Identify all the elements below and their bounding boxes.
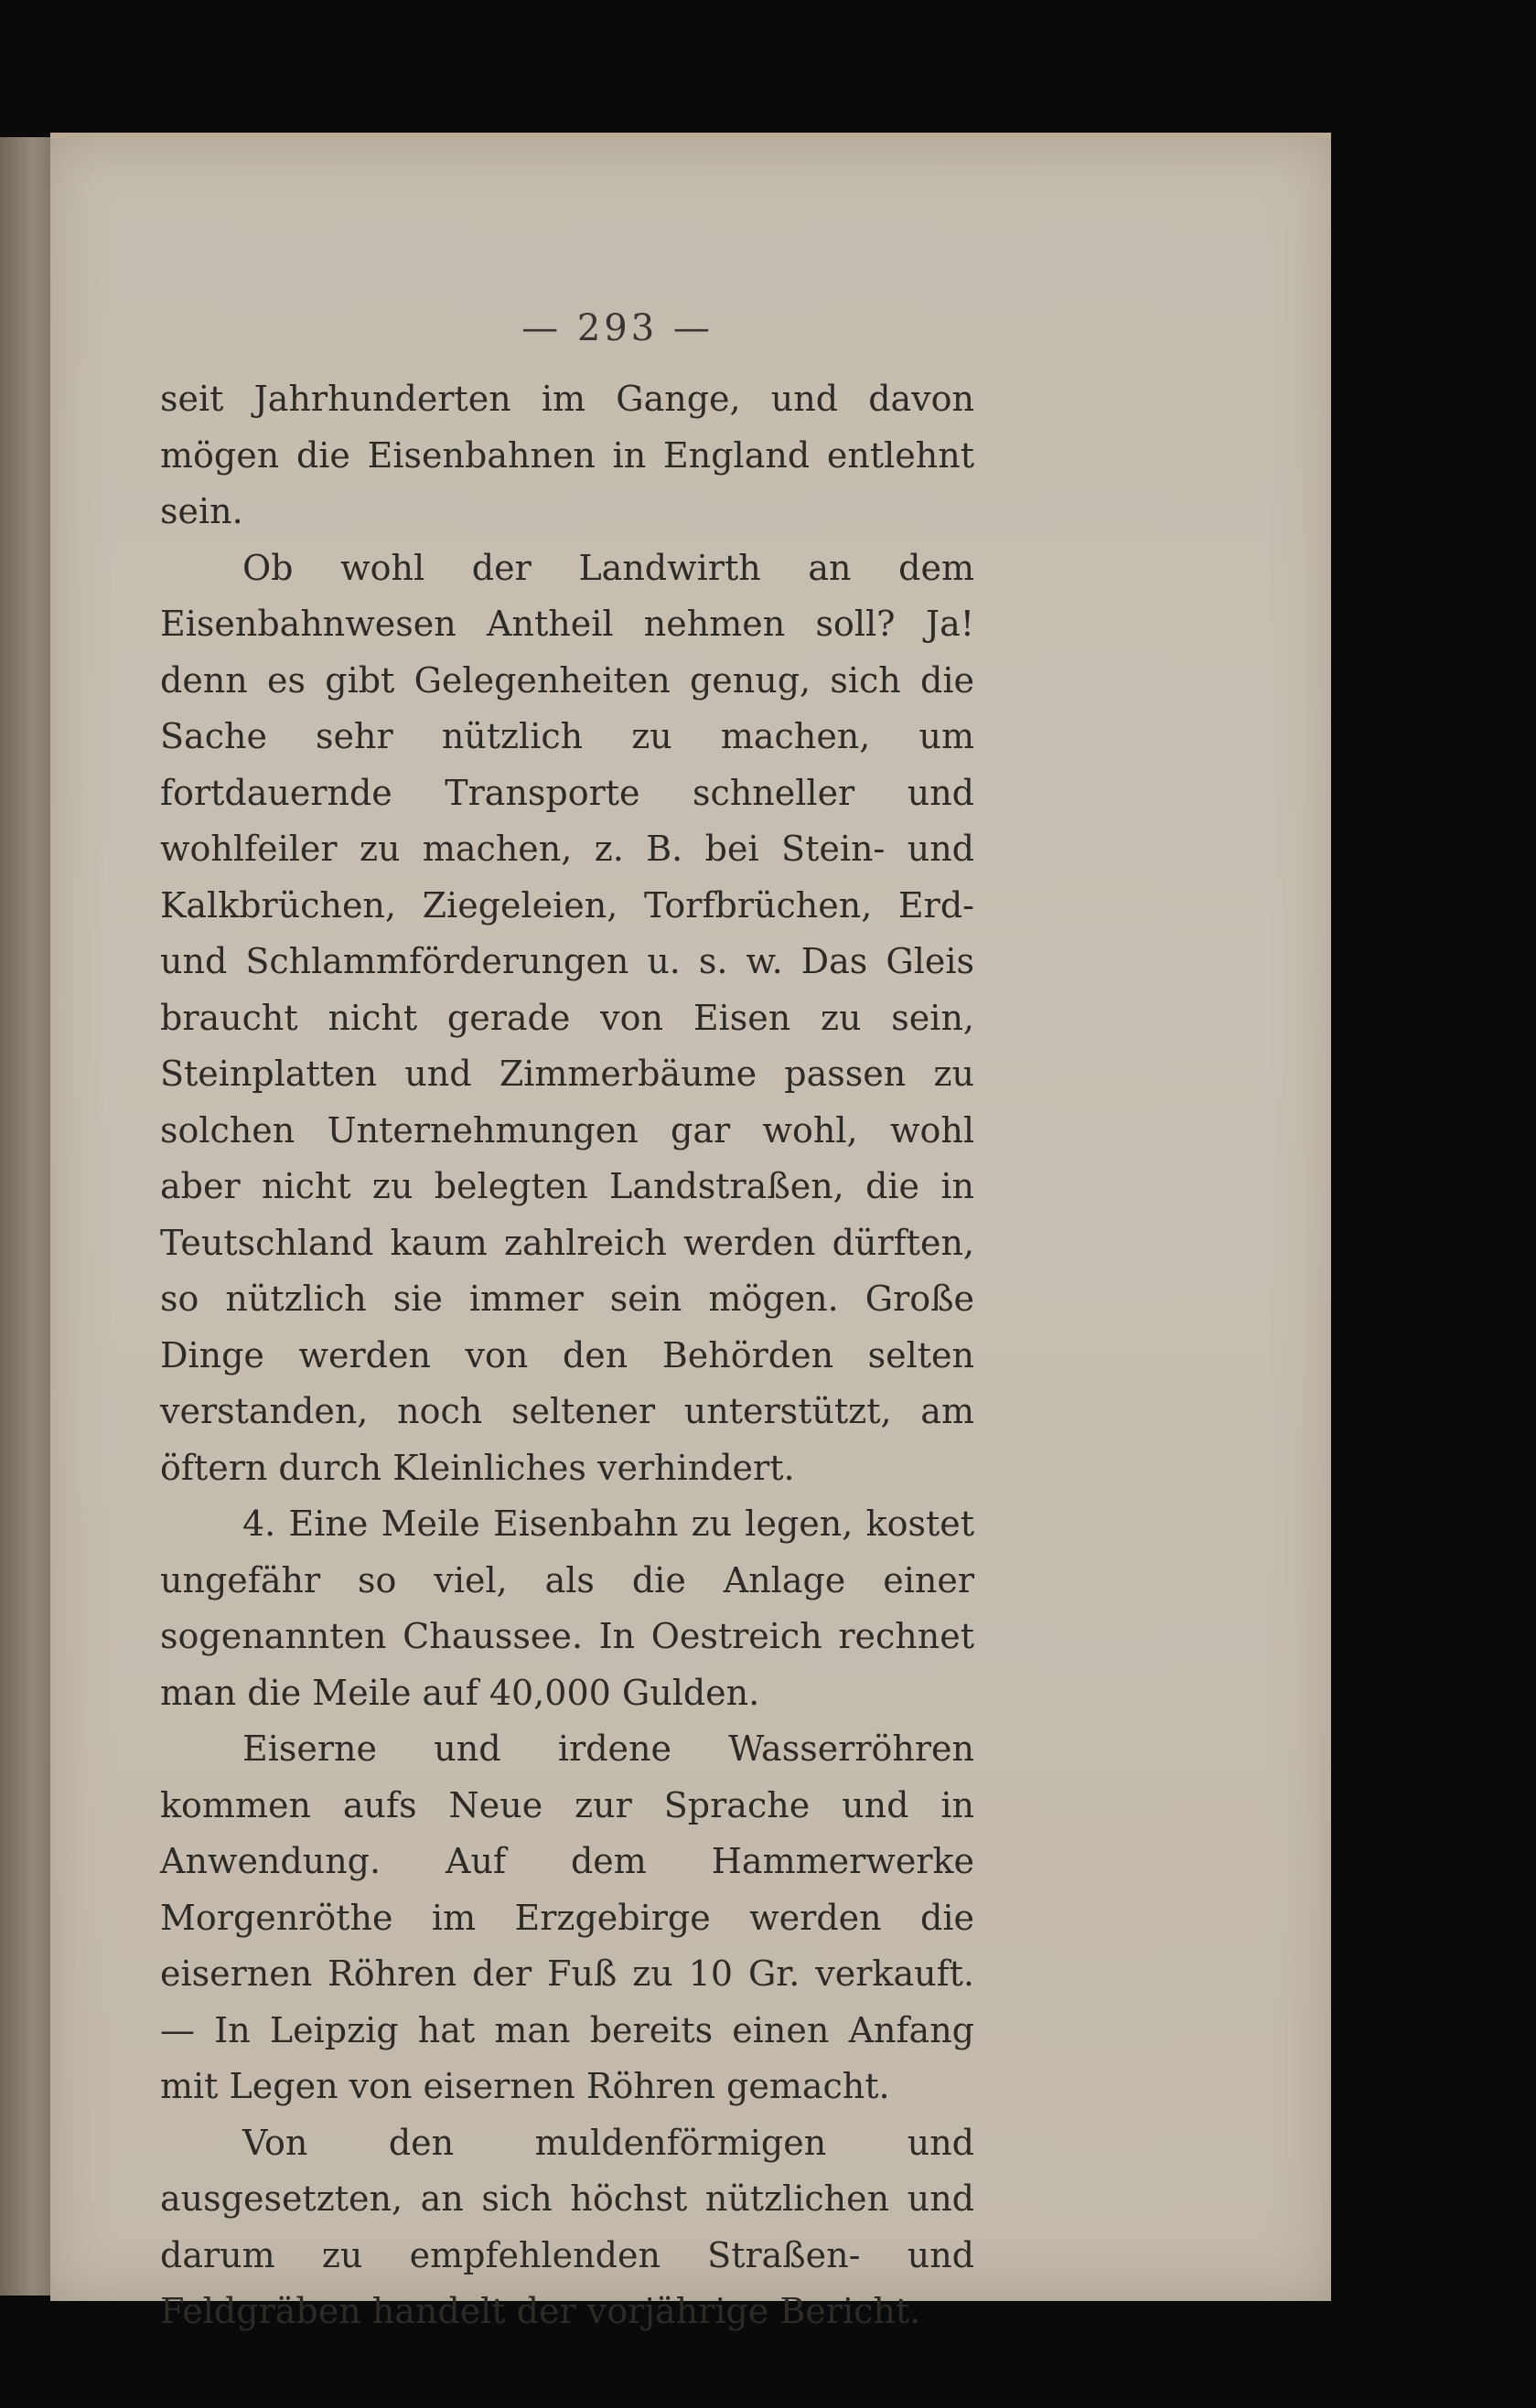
page-body-text [160,371,974,2340]
page-number: — 293 — [521,307,714,349]
paragraph-graeben: Von den muldenförmigen und ausgesetzten, an sich höchst nützlichen und darum zu empfehlenden Straßen- und Feldgräben handelt der vorjährige Bericht. [160,2122,974,2331]
paragraph-continuation: seit Jahrhunderten im Gange, und davon mögen die Eisenbahnen in England entlehnt sein. [160,379,974,531]
paragraph-landwirth: Ob wohl der Landwirth an dem Eisenbahnwesen Antheil nehmen soll? Ja! denn es gibt Gelegenheiten genug, sich die Sache sehr nützlich zu machen, um fortdauernde Transporte schneller und wohlfeiler zu machen, z. B. bei Stein- und Kalkbrüchen, Ziegeleien, Torfbrüchen, Erd- und Schlammförderungen u. s. w. Das Gleis braucht nicht gerade von Eisen zu sein, Steinplatten und Zimmerbäume passen zu solchen Unternehmungen gar wohl, wohl aber nicht zu belegten Landstraßen, die in Teutschland kaum zahlreich werden dürften, so nützlich sie immer sein mögen. Große Dinge werden von den Behörden selten verstanden, noch seltener unterstützt, am öftern durch Kleinliches verhindert. [160,547,974,1488]
paragraph-meile-eisenbahn: 4. Eine Meile Eisenbahn zu legen, kostet ungefähr so viel, als die Anlage einer sogenannten Chaussee. In Oestreich rechnet man die Meile auf 40,000 Gulden. [160,1504,974,1713]
book-page [50,133,1331,2331]
paragraph-wasserroehren: Eiserne und irdene Wasserröhren kommen aufs Neue zur Sprache und in Anwendung. Auf dem Hammerwerke Morgenröthe im Erzgebirge werden die eisernen Röhren der Fuß zu 10 Gr. verkauft. — In Leipzig hat man bereits einen Anfang mit Legen von eisernen Röhren gemacht. [160,1728,974,2106]
facing-page-edge [0,137,58,2296]
